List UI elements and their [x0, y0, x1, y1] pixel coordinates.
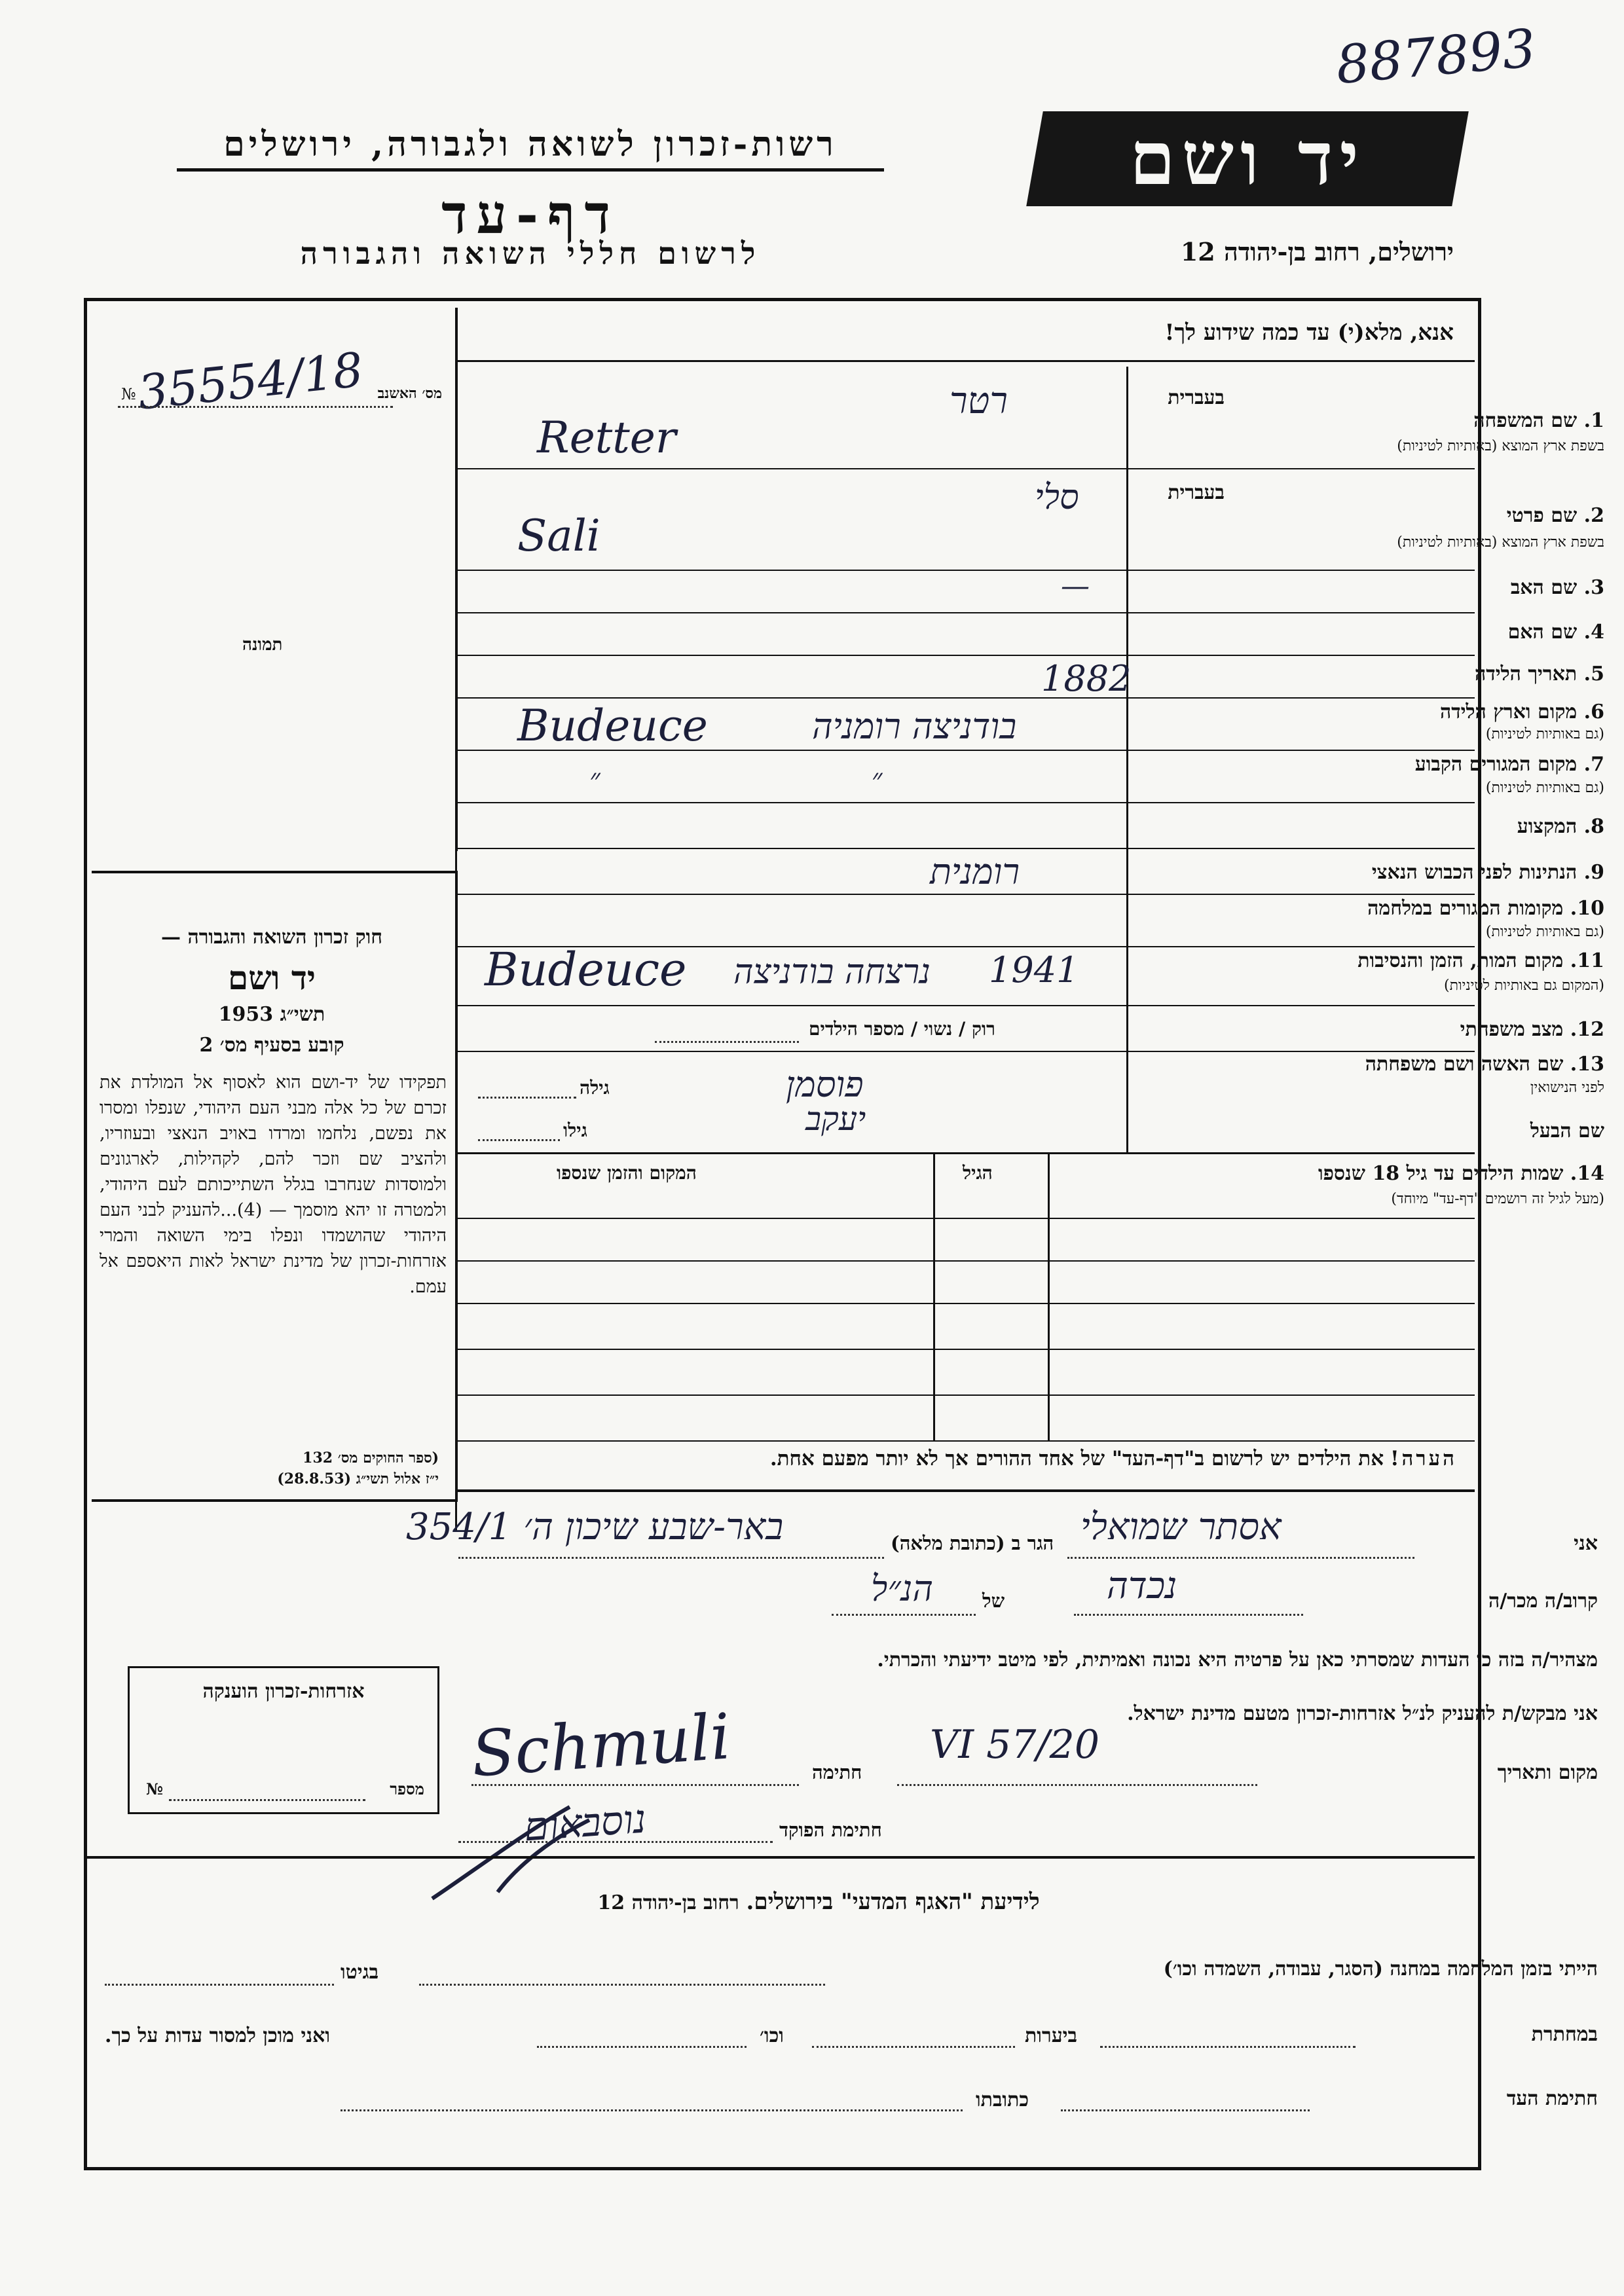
field-10-sub: (גם באותיות לטיניות): [1485, 924, 1604, 940]
camp-dots: [419, 1984, 825, 1986]
field-7-label: [1415, 753, 1604, 776]
underground-dots: [1100, 2046, 1356, 2048]
field-6-hebrew-value: בודניצה רומניה: [812, 706, 1017, 747]
signature-label: חתימה: [812, 1761, 862, 1783]
forests-dots: [812, 2046, 1015, 2048]
field-13-sub: לפני הנישואין: [1530, 1080, 1604, 1096]
field-7-text: מקום המגורים הקבוע: [1414, 753, 1578, 776]
field-2-latin-note: בשפת ארץ המוצא (באותיות לטיניות): [1397, 534, 1604, 551]
field-13-label: [1365, 1053, 1604, 1076]
field-1-latin-note: בשפת ארץ המוצא (באותיות לטיניות): [1397, 438, 1604, 454]
field-11-num: 11.: [1570, 949, 1604, 972]
law-source: (ספר החוקים מס׳ 132: [303, 1449, 439, 1467]
declarant-address: באר-שבע שיכון ה׳ 354/1: [406, 1506, 784, 1548]
form-title: דף-עד: [441, 183, 619, 246]
field-7-value: ״ ״: [589, 763, 1014, 796]
husband-age-line: [478, 1139, 560, 1141]
citizenship-number-prefix: №: [146, 1779, 164, 1798]
field-13-text: שם האשה ושם משפחתה: [1365, 1053, 1564, 1076]
yad-vashem-logo: [1026, 111, 1469, 206]
ready-label: ואני מוכן למסור עדות על כך.: [105, 2024, 331, 2047]
field-12-text: מצב משפחתי: [1460, 1018, 1564, 1041]
field-5-text: תאריך הלידה: [1475, 663, 1578, 685]
field-11-year: 1941: [989, 949, 1079, 991]
row-sep-3: [455, 612, 1475, 613]
header-address: ירושלים, רחוב בן-יהודה 12: [1180, 237, 1454, 266]
archive-no-prefix: №: [121, 385, 136, 403]
field-9-label: [1372, 861, 1604, 884]
children-num: 14.: [1570, 1162, 1604, 1185]
row-sep-11: [455, 1005, 1475, 1006]
field-4-text: שם האם: [1507, 621, 1578, 644]
declaration-statement: מצהיר/ה בזה כי העדות שמסרתי כאן על פרטיה היא נכונה ואמיתית, לפי מיטב ידיעתי והכרתי.: [877, 1649, 1598, 1671]
children-note: [462, 1447, 1457, 1470]
witness-address-label: כתובתו: [976, 2088, 1029, 2111]
field-6-label: [1440, 701, 1604, 723]
field-1-hebrew-value: רטר: [950, 380, 1008, 422]
value-left-divider: [455, 367, 457, 1532]
children-sub: (מעל לגיל זה רושמים "דף-עד" מיוחד): [1391, 1191, 1604, 1207]
field-6-num: 6.: [1583, 701, 1604, 723]
underground-label: במחתרת: [1531, 2023, 1598, 2046]
place-date-label: מקום ותאריך: [1497, 1761, 1598, 1784]
field-11-label: [1357, 949, 1604, 972]
field-1-label: [1473, 409, 1604, 432]
official-signature: נוסבאום: [522, 1796, 648, 1851]
citizenship-box: [128, 1666, 439, 1814]
relative-label: קרוב/ה מכר/ה: [1488, 1590, 1598, 1613]
declarant-signature: Schmuli: [469, 1700, 733, 1791]
field-8-num: 8.: [1583, 815, 1604, 838]
logo-text: יד ושם: [1129, 115, 1366, 202]
ghetto-label: בגיטו: [341, 1961, 379, 1984]
archive-label: מס׳ האשנב: [377, 385, 442, 402]
declarant-line: [1067, 1557, 1414, 1559]
children-row-6: [455, 1440, 1475, 1442]
row-sep-12: [455, 1051, 1475, 1052]
children-col-1: [1048, 1152, 1050, 1440]
law-text: תפקידו של יד-ושם הוא לאסוף אל המולדת את זכרם של כל אלה מבני העם היהודי, שנפלו ומסרו את נפשם, נלחמו ומרדו באויב הנאצי ובעוזריו, ולהציב שם וזכר להם, לקהילות, לארגונים ולמוסדות שנחרבו בגלל השתייכותם לעם היהודי, ולמטרה זו יהא מוסמך — (4)...להעניק לבני העם היהודי שהושמדו ונפלו בימי השואה והמרי אזרחות-זכרון של מדינת ישראל לאות היאספם אל עמם.: [100, 1072, 447, 1297]
footer-title-row: [458, 1889, 1179, 1915]
children-place-header: המקום והזמן שנספו: [557, 1162, 697, 1184]
field-2-num: 2.: [1583, 504, 1604, 527]
field-8-label: [1517, 815, 1604, 838]
law-title: חוק זכרון השואה והגבורה —: [161, 926, 382, 949]
footer-title: לידיעת "האגף המדעי" בירושלים.: [746, 1889, 1040, 1915]
of-name-value: הנ״ל: [871, 1568, 933, 1609]
field-11-hebrew-value: נרצחה בודניצה: [733, 953, 931, 992]
citizenship-number-line: [169, 1799, 365, 1801]
row-sep-8: [455, 848, 1475, 849]
field-3-num: 3.: [1583, 576, 1604, 599]
etc-label: וכו׳: [760, 2024, 784, 2047]
field-1-num: 1.: [1583, 409, 1604, 432]
field-1-latin-value: Retter: [537, 412, 676, 463]
ghetto-dots: [105, 1984, 334, 1986]
note-bottom: [455, 1489, 1475, 1492]
field-5-value: 1882: [1041, 658, 1132, 699]
field-6-sub: (גם באותיות לטיניות): [1485, 726, 1604, 742]
children-row-4: [455, 1349, 1475, 1350]
row-sep-4: [455, 655, 1475, 656]
declaration-date: 20/VI 57: [930, 1722, 1100, 1768]
law-source-date: י״ז אלול תשי״ג (28.8.53): [277, 1470, 439, 1487]
law-box: [92, 871, 458, 1502]
resides-label: הגר ב (כתובת מלאה): [891, 1532, 1054, 1554]
law-name: יד ושם: [228, 958, 316, 997]
field-12-line: [655, 1041, 799, 1043]
children-row-5: [455, 1394, 1475, 1396]
row-sep-5: [455, 697, 1475, 699]
label-column-divider: [1126, 367, 1128, 1152]
footer-divider: [84, 1856, 1475, 1859]
etc-dots: [537, 2046, 747, 2048]
children-row-1: [455, 1218, 1475, 1219]
field-2-text: שם פרטי: [1506, 504, 1578, 527]
field-5-label: [1475, 663, 1604, 685]
note-label: הערה!: [1390, 1447, 1457, 1470]
field-4-num: 4.: [1583, 621, 1604, 644]
wife-age-label: גילה: [580, 1077, 610, 1099]
law-clause: קובע בסעיף מס׳ 2: [199, 1034, 344, 1057]
field-7-num: 7.: [1583, 753, 1604, 776]
form-subtitle: לרשום חללי השואה והגבורה: [300, 236, 761, 271]
field-11-sub: (המקום גם באותיות לטיניות): [1444, 977, 1604, 994]
field-10-label: [1367, 897, 1604, 920]
signature-line: [471, 1784, 799, 1786]
address-line: [458, 1557, 884, 1559]
field-13-value: פוסמן: [786, 1064, 864, 1105]
field-5-num: 5.: [1583, 663, 1604, 685]
field-10-num: 10.: [1570, 897, 1604, 920]
citizenship-title: אזרחות-זכרון הוענקה: [202, 1680, 365, 1703]
of-name-line: [832, 1614, 976, 1616]
field-2-hebrew-value: סלי: [1035, 478, 1079, 517]
field-6-latin-value: Budeuce: [517, 701, 708, 751]
witness-sig-label: חתימת העד: [1506, 2087, 1598, 2110]
declaration-ani: אני: [1574, 1532, 1598, 1555]
relation-value: נכדה: [1107, 1565, 1177, 1607]
archive-line: [118, 406, 393, 408]
relation-line: [1074, 1614, 1303, 1616]
note-text: את הילדים יש לרשום ב"דף-העד" של אחד ההורים אך לא יותר מפעם אחת.: [769, 1447, 1384, 1470]
field-3-value: —: [1061, 570, 1090, 603]
law-year: תשי״ג 1953: [218, 1003, 325, 1026]
witness-sig-dots: [1061, 2109, 1310, 2111]
field-2-label: [1507, 504, 1604, 527]
children-row-3: [455, 1303, 1475, 1304]
field-2-hebrew-tag: בעברית: [1168, 481, 1225, 504]
field-10-text: מקומות המגורים במלחמה: [1367, 897, 1564, 920]
field-9-value: רומנית: [930, 851, 1020, 892]
shel-label: של: [982, 1590, 1005, 1612]
row-sep-2: [455, 570, 1475, 571]
form-intro: אנא, מלא(י) עד כמה שידוע לך!: [1164, 319, 1454, 346]
row-sep-13: [455, 1152, 1475, 1154]
camp-line: הייתי בזמן המלחמה במחנה (הסגר, עבודה, השמדה וכו׳): [1163, 1958, 1598, 1980]
official-label: חתימת הפוקד: [779, 1819, 882, 1841]
declarant-name: אסתר שמואלי: [1080, 1506, 1282, 1548]
children-label: [1318, 1162, 1604, 1185]
field-12-label: [1460, 1018, 1604, 1041]
citizenship-number-label: מספר: [390, 1779, 424, 1798]
field-4-label: [1508, 621, 1604, 644]
footer-address: רחוב בן-יהודה 12: [597, 1891, 739, 1914]
witness-address-dots: [341, 2109, 963, 2111]
row-sep-9: [455, 894, 1475, 895]
field-11-latin-value: Budeuce: [485, 943, 687, 996]
photo-label: תמונה: [242, 635, 283, 655]
field-1-hebrew-tag: בעברית: [1168, 386, 1225, 409]
wife-age-line: [478, 1097, 576, 1099]
field-9-num: 9.: [1583, 861, 1604, 884]
field-3-text: שם האב: [1510, 576, 1578, 599]
field-7-sub: (גם באותיות לטיניות): [1485, 780, 1604, 796]
field-12-num: 12.: [1570, 1018, 1604, 1041]
archive-number: 35554/18: [135, 342, 366, 420]
children-col-2: [933, 1152, 935, 1440]
row-sep-7: [455, 802, 1475, 803]
authority-title: רשות-זכרון לשואה ולגבורה, ירושלים: [177, 124, 884, 172]
law-box-bottom: [92, 1499, 455, 1502]
field-9-text: הנתינות לפני הכבוש הנאצי: [1371, 861, 1578, 884]
field-1-text: שם המשפחה: [1473, 409, 1578, 432]
date-line: [897, 1784, 1257, 1786]
field-6-text: מקום וארץ הלידה: [1439, 701, 1578, 723]
field-13-num: 13.: [1570, 1053, 1604, 1076]
intro-divider: [455, 360, 1475, 362]
row-sep-1: [455, 468, 1475, 469]
field-2-latin-value: Sali: [517, 511, 600, 561]
photo-box: [92, 308, 458, 851]
field-3-label: [1511, 576, 1604, 599]
husband-value: יעקב: [805, 1100, 866, 1138]
children-row-2: [455, 1260, 1475, 1262]
declaration-request: אני מבקש/ת להעניק לנ״ל אזרחות-זכרון מטעם מדינת ישראל.: [1127, 1702, 1598, 1725]
corner-number: 887893: [1333, 17, 1538, 96]
field-8-text: המקצוע: [1517, 815, 1578, 838]
husband-age-label: גילו: [563, 1120, 587, 1141]
field-11-text: מקום המות, הזמן והנסיבות: [1357, 949, 1564, 972]
forests-label: ביערות: [1025, 2024, 1078, 2047]
children-age-header: הגיל: [963, 1162, 993, 1184]
children-text: שמות הילדים עד גיל 18 שנספו: [1318, 1162, 1564, 1185]
husband-label: שם הבעל: [1530, 1120, 1604, 1142]
field-12-status-options: רוק / נשוי / מספר הילדים: [809, 1018, 995, 1040]
